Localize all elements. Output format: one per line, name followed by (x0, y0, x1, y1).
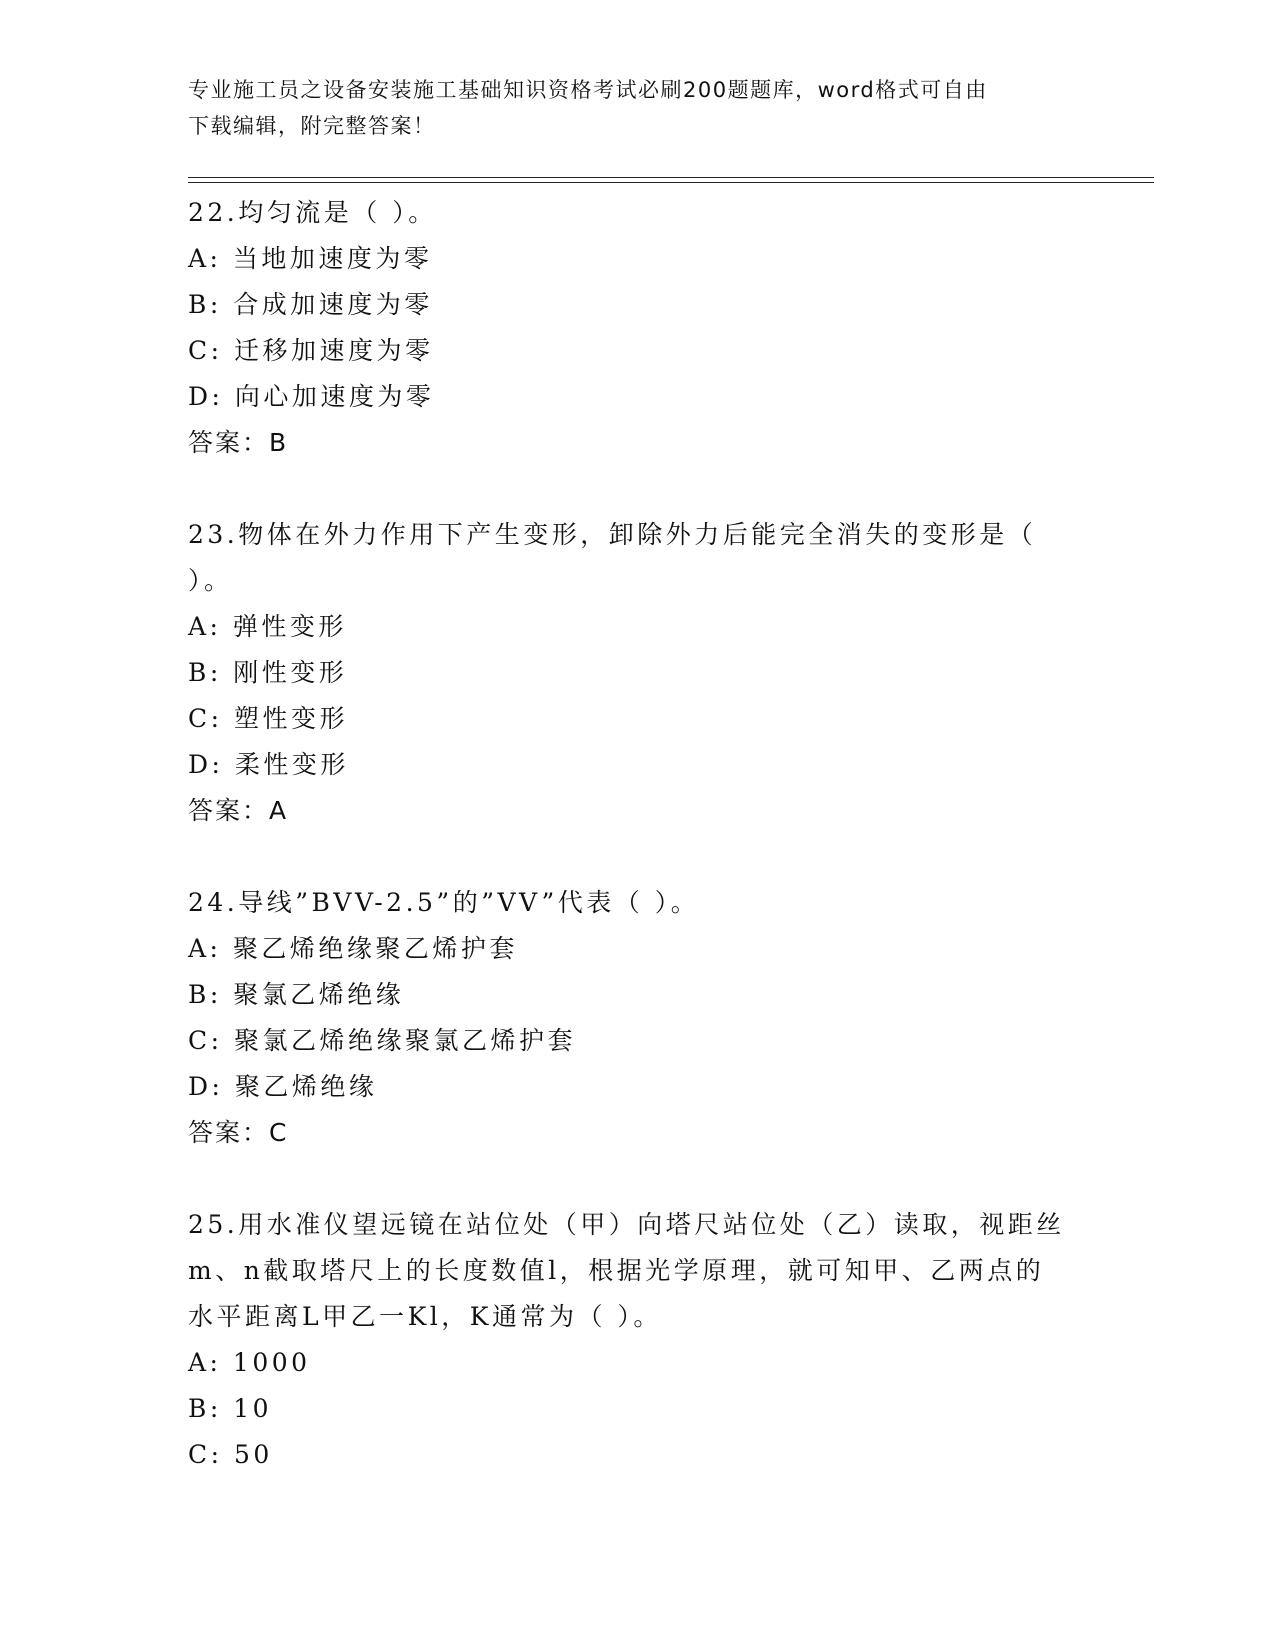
option-a: A: 1000 (188, 1348, 311, 1377)
header-divider-top (188, 177, 1154, 178)
option-d: D: 柔性变形 (188, 750, 349, 779)
option-c: C: 迁移加速度为零 (188, 336, 434, 365)
question-stem: 22.均匀流是（ ）。 (188, 198, 437, 227)
header-divider-bottom (188, 182, 1154, 183)
option-a: A: 聚乙烯绝缘聚乙烯护套 (188, 934, 518, 963)
question-stem-continued: ）。 (188, 566, 233, 595)
question-spacer (188, 466, 1088, 512)
option-d: D: 向心加速度为零 (188, 382, 435, 411)
question-25 (188, 1202, 1088, 1478)
question-stem-continued: 水平距离L甲乙一Kl，K通常为（ ）。 (188, 1302, 662, 1331)
question-23 (188, 512, 1088, 834)
option-c: C: 50 (188, 1440, 273, 1469)
option-b: B: 10 (188, 1394, 273, 1423)
option-c: C: 聚氯乙烯绝缘聚氯乙烯护套 (188, 1026, 576, 1055)
question-stem: 24.导线”BVV-2.5”的”VV”代表（ ）。 (188, 888, 700, 917)
document-header (188, 72, 1088, 144)
question-22 (188, 190, 1088, 466)
question-list (188, 190, 1088, 1478)
option-d: D: 聚乙烯绝缘 (188, 1072, 378, 1101)
option-c: C: 塑性变形 (188, 704, 348, 733)
option-b: B: 合成加速度为零 (188, 290, 433, 319)
answer-label: 答案：B (188, 428, 289, 457)
option-b: B: 刚性变形 (188, 658, 348, 687)
question-stem-continued: m、n截取塔尺上的长度数值l，根据光学原理，就可知甲、乙两点的 (188, 1256, 1045, 1285)
option-a: A: 弹性变形 (188, 612, 347, 641)
answer-label: 答案：C (188, 1118, 289, 1147)
option-b: B: 聚氯乙烯绝缘 (188, 980, 405, 1009)
question-spacer (188, 1156, 1088, 1202)
option-a: A: 当地加速度为零 (188, 244, 433, 273)
answer-label: 答案：A (188, 796, 289, 825)
question-stem: 25.用水准仪望远镜在站位处（甲）向塔尺站位处（乙）读取，视距丝 (188, 1210, 1065, 1239)
question-stem: 23.物体在外力作用下产生变形，卸除外力后能完全消失的变形是（ (188, 520, 1037, 549)
question-24 (188, 880, 1088, 1156)
header-line-1: 专业施工员之设备安装施工基础知识资格考试必刷200题题库，word格式可自由 (188, 78, 988, 102)
header-line-2: 下载编辑，附完整答案！ (188, 114, 436, 138)
question-spacer (188, 834, 1088, 880)
